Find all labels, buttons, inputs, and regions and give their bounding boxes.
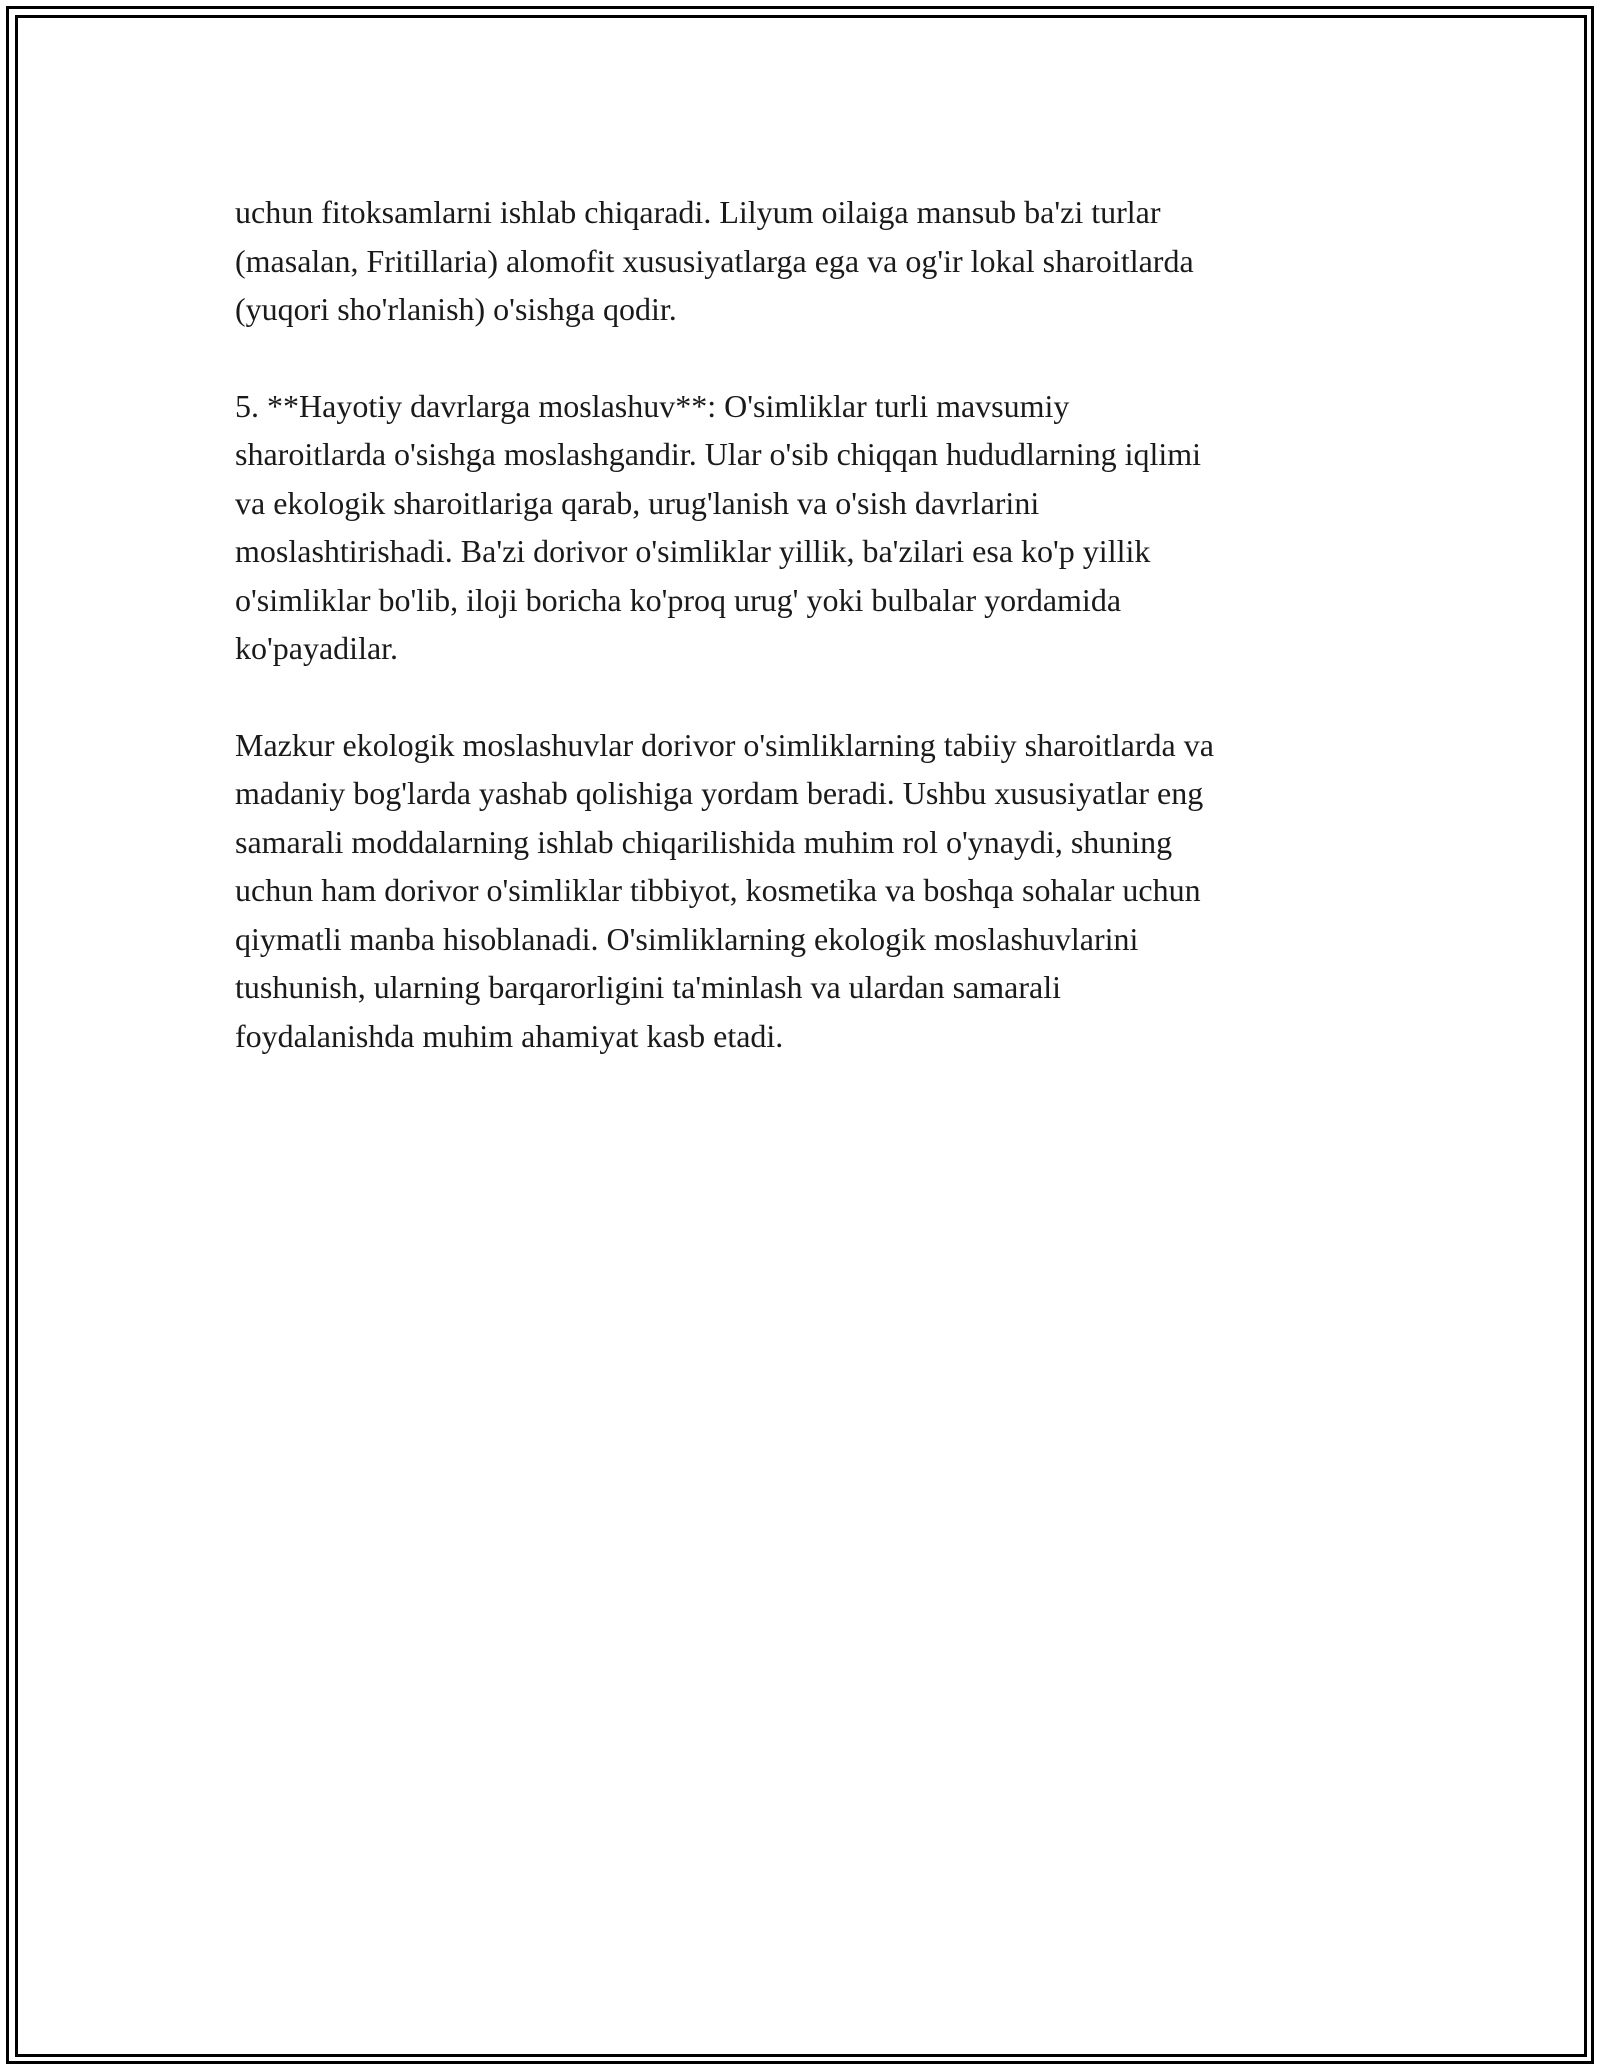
paragraph-fitoksamlar: uchun fitoksamlarni ishlab chiqaradi. Lilyum oilaiga mansub ba'zi turlar (masalan, Fritillaria) alomofit xususiyatlarga ega va og'ir lokal sharoitlarda (yuqori sho'rlanish) o'sishga qodir. bbox=[235, 194, 1194, 327]
document-body bbox=[235, 188, 1365, 1108]
paragraph-hayotiy-davrlar: 5. **Hayotiy davrlarga moslashuv**: O'simliklar turli mavsumiy sharoitlarda o'sishga moslashgandir. Ular o'sib chiqqan hududlarning iqlimi va ekologik sharoitlariga qarab, urug'lanish va o'sish davrlarini moslashtirishadi. Ba'zi dorivor o'simliklar yillik, ba'zilari esa ko'p yillik o'simliklar bo'lib, iloji boricha ko'proq urug' yoki bulbalar yordamida ko'payadilar. bbox=[235, 387, 1202, 666]
paragraph-xulosa: Mazkur ekologik moslashuvlar dorivor o'simliklarning tabiiy sharoitlarda va madaniy bog'larda yashab qolishiga yordam beradi. Ushbu xususiyatlar eng samarali moddalarning ishlab chiqarilishida muhim rol o'ynaydi, shuning uchun ham dorivor o'simliklar tibbiyot, kosmetika va boshqa sohalar uchun qiymatli manba hisoblanadi. O'simliklarning ekologik moslashuvlarini tushunish, ularning barqarorligini ta'minlash va ulardan samarali foydalanishda muhim ahamiyat kasb etadi. bbox=[235, 726, 1214, 1054]
